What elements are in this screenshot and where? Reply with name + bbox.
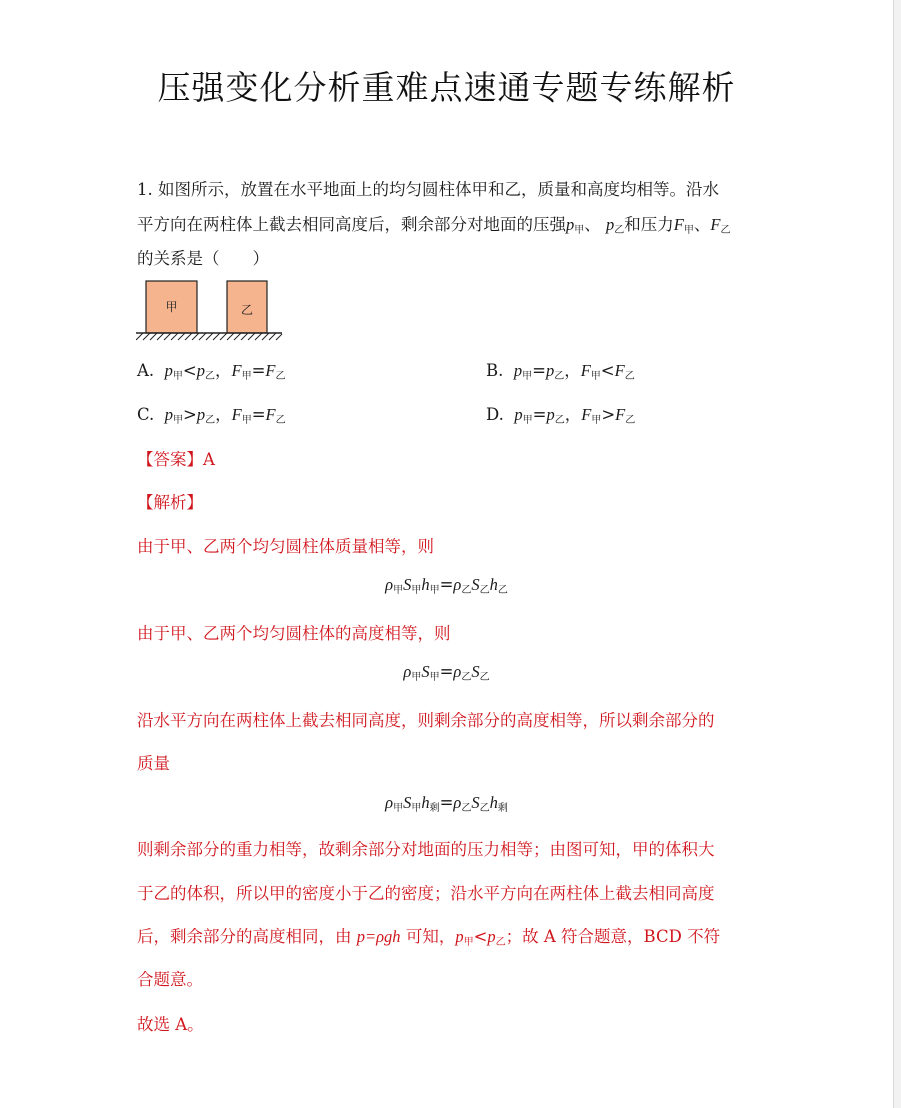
analysis-para-4b: 于乙的体积，所以甲的密度小于乙的密度；沿水平方向在两柱体上截去相同高度 — [137, 884, 715, 903]
equation-3: $\rho_甲S_甲h_剩=\rho_乙S_乙h_剩$ — [385, 793, 508, 814]
cylinders-figure — [136, 276, 284, 346]
option-b: B. $p_甲=p_乙$，$F_甲<F_乙$ — [486, 361, 635, 382]
analysis-para-4c: 后，剩余部分的高度相同，由 p=ρgh 可知，$p_甲<p_乙$；故 A 符合题意，BCD 不符 — [137, 927, 721, 948]
ground-hatch — [136, 333, 282, 340]
equation-1: $\rho_甲S_甲h_甲=\rho_乙S_乙h_乙$ — [385, 575, 508, 596]
analysis-para-2: 由于甲、乙两个均匀圆柱体的高度相等，则 — [137, 624, 451, 643]
option-d: D. $p_甲=p_乙$，$F_甲>F_乙$ — [486, 405, 636, 426]
analysis-para-1: 由于甲、乙两个均匀圆柱体质量相等，则 — [137, 537, 434, 556]
final-choice: 故选 A。 — [137, 1015, 204, 1034]
page-title: 压强变化分析重难点速通专题专练解析 — [157, 68, 736, 107]
analysis-label: 【解析】 — [137, 493, 203, 512]
equation-2: $\rho_甲S_甲=\rho_乙S_乙$ — [403, 662, 490, 683]
analysis-para-3a: 沿水平方向在两柱体上截去相同高度，则剩余部分的高度相等，所以剩余部分的 — [137, 711, 715, 730]
cylinder-yi-label: 乙 — [240, 303, 254, 317]
question-line-1: 1. 如图所示，放置在水平地面上的均匀圆柱体甲和乙，质量和高度均相等。沿水 — [137, 180, 719, 199]
analysis-para-4a: 则剩余部分的重力相等，故剩余部分对地面的压力相等；由图可知，甲的体积大 — [137, 840, 715, 859]
answer-label: 【答案】A — [137, 450, 215, 469]
question-line-2: 平方向在两柱体上截去相同高度后，剩余部分对地面的压强$p_甲$、 $p_乙$和压力$F_甲$、$F_乙$ — [137, 215, 731, 236]
cylinder-jia-label: 甲 — [165, 300, 178, 314]
analysis-para-4d: 合题意。 — [137, 970, 203, 989]
question-line-3: 的关系是（ ） — [137, 249, 269, 268]
option-c: C. $p_甲>p_乙$，$F_甲=F_乙$ — [137, 405, 286, 426]
option-a: A. $p_甲<p_乙$，$F_甲=F_乙$ — [137, 361, 286, 382]
analysis-para-3b: 质量 — [137, 754, 170, 773]
